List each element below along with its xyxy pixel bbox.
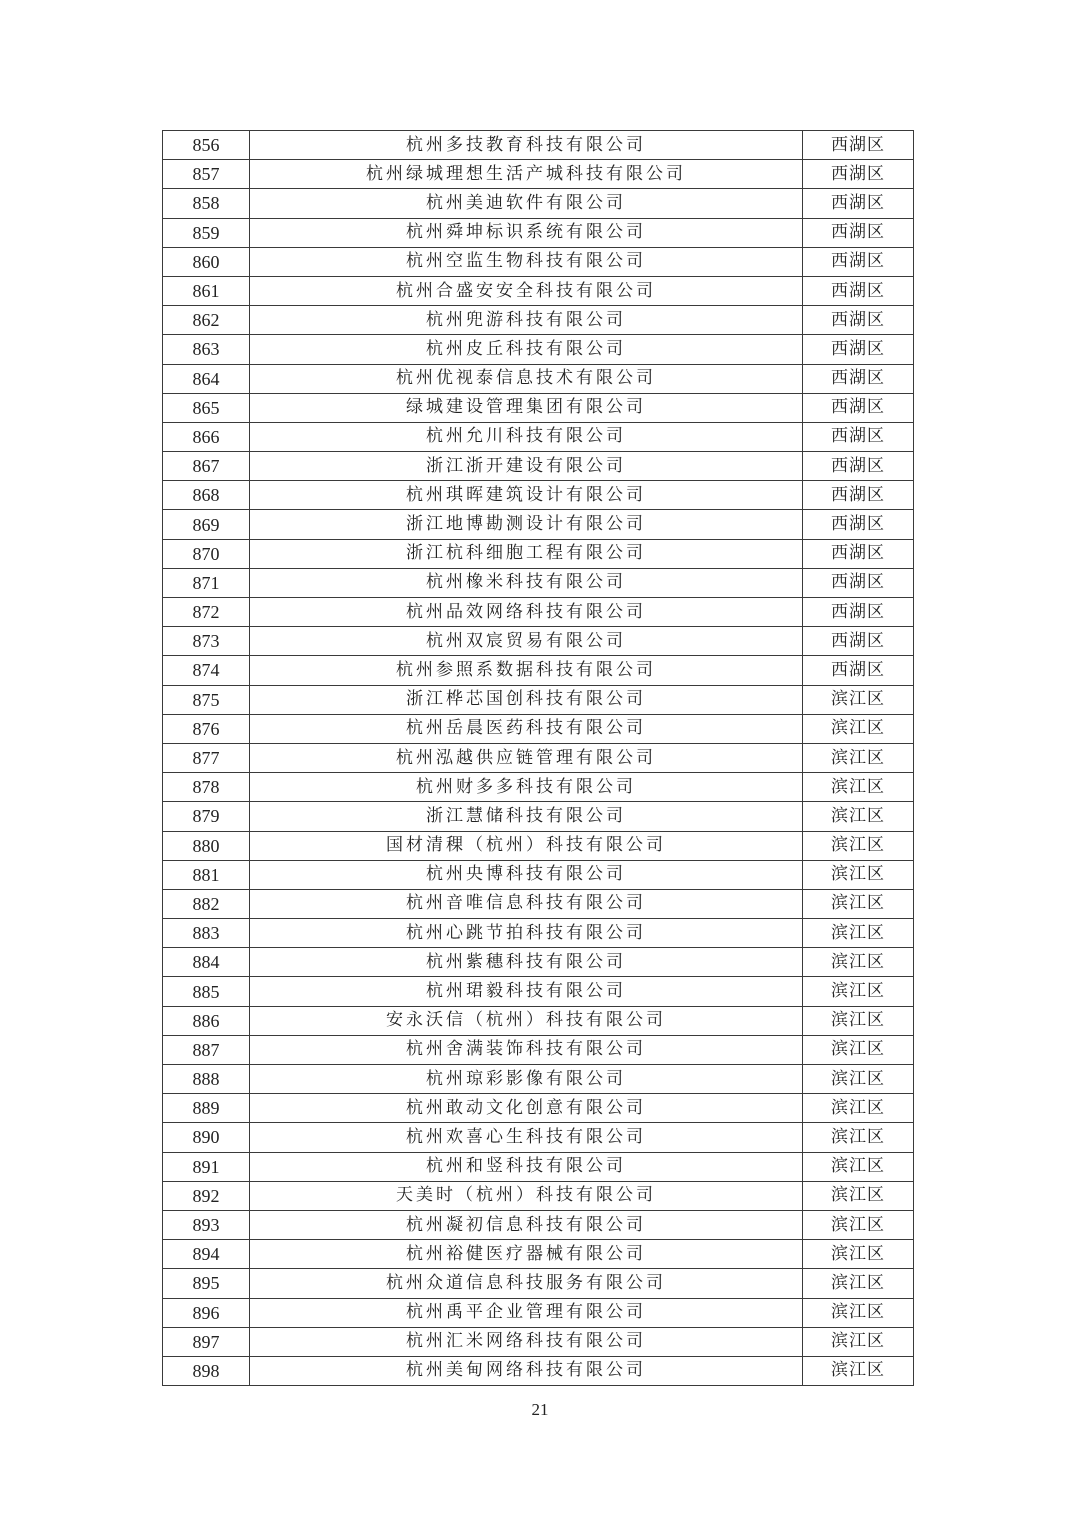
company-name-cell: 杭州橡米科技有限公司 — [250, 568, 803, 597]
row-number-cell: 877 — [163, 743, 250, 772]
company-name-cell: 杭州空监生物科技有限公司 — [250, 247, 803, 276]
row-number-cell: 884 — [163, 948, 250, 977]
district-cell: 滨江区 — [803, 831, 914, 860]
table-row — [163, 627, 914, 656]
table-row — [163, 1327, 914, 1356]
row-number-cell: 860 — [163, 247, 250, 276]
table-row — [163, 539, 914, 568]
table-row — [163, 773, 914, 802]
district-cell: 西湖区 — [803, 218, 914, 247]
company-name-cell: 杭州舍满装饰科技有限公司 — [250, 1035, 803, 1064]
district-cell: 西湖区 — [803, 598, 914, 627]
row-number-cell: 858 — [163, 189, 250, 218]
row-number-cell: 863 — [163, 335, 250, 364]
table-body — [163, 131, 914, 1386]
district-cell: 滨江区 — [803, 714, 914, 743]
company-name-cell: 杭州和竖科技有限公司 — [250, 1152, 803, 1181]
row-number-cell: 873 — [163, 627, 250, 656]
company-name-cell: 杭州音唯信息科技有限公司 — [250, 889, 803, 918]
district-cell: 西湖区 — [803, 422, 914, 451]
company-name-cell: 天美时（杭州）科技有限公司 — [250, 1181, 803, 1210]
table-row — [163, 1181, 914, 1210]
table-row — [163, 364, 914, 393]
row-number-cell: 897 — [163, 1327, 250, 1356]
table-row — [163, 977, 914, 1006]
district-cell: 滨江区 — [803, 919, 914, 948]
table-row — [163, 1123, 914, 1152]
company-name-cell: 安永沃信（杭州）科技有限公司 — [250, 1006, 803, 1035]
row-number-cell: 895 — [163, 1269, 250, 1298]
company-name-cell: 杭州多技教育科技有限公司 — [250, 131, 803, 160]
company-name-cell: 杭州汇米网络科技有限公司 — [250, 1327, 803, 1356]
table-row — [163, 393, 914, 422]
company-name-cell: 杭州品效网络科技有限公司 — [250, 598, 803, 627]
district-cell: 西湖区 — [803, 510, 914, 539]
table-row — [163, 598, 914, 627]
row-number-cell: 868 — [163, 481, 250, 510]
district-cell: 西湖区 — [803, 539, 914, 568]
row-number-cell: 875 — [163, 685, 250, 714]
district-cell: 西湖区 — [803, 247, 914, 276]
table-row — [163, 1240, 914, 1269]
row-number-cell: 866 — [163, 422, 250, 451]
table-row — [163, 1269, 914, 1298]
table-row — [163, 919, 914, 948]
district-cell: 滨江区 — [803, 1210, 914, 1239]
row-number-cell: 859 — [163, 218, 250, 247]
row-number-cell: 888 — [163, 1065, 250, 1094]
row-number-cell: 898 — [163, 1356, 250, 1385]
row-number-cell: 880 — [163, 831, 250, 860]
district-cell: 滨江区 — [803, 977, 914, 1006]
company-name-cell: 杭州欢喜心生科技有限公司 — [250, 1123, 803, 1152]
row-number-cell: 881 — [163, 860, 250, 889]
row-number-cell: 878 — [163, 773, 250, 802]
row-number-cell: 874 — [163, 656, 250, 685]
district-cell: 西湖区 — [803, 568, 914, 597]
table-row — [163, 1006, 914, 1035]
table-row — [163, 656, 914, 685]
company-name-cell: 浙江地博勘测设计有限公司 — [250, 510, 803, 539]
row-number-cell: 871 — [163, 568, 250, 597]
row-number-cell: 861 — [163, 276, 250, 305]
table-row — [163, 743, 914, 772]
district-cell: 滨江区 — [803, 1269, 914, 1298]
company-name-cell: 浙江桦芯国创科技有限公司 — [250, 685, 803, 714]
district-cell: 滨江区 — [803, 1298, 914, 1327]
district-cell: 滨江区 — [803, 1065, 914, 1094]
row-number-cell: 883 — [163, 919, 250, 948]
company-name-cell: 杭州财多多科技有限公司 — [250, 773, 803, 802]
row-number-cell: 893 — [163, 1210, 250, 1239]
district-cell: 滨江区 — [803, 1181, 914, 1210]
district-cell: 滨江区 — [803, 948, 914, 977]
district-cell: 西湖区 — [803, 393, 914, 422]
row-number-cell: 885 — [163, 977, 250, 1006]
row-number-cell: 867 — [163, 452, 250, 481]
district-cell: 滨江区 — [803, 1123, 914, 1152]
company-name-cell: 杭州珺毅科技有限公司 — [250, 977, 803, 1006]
table-row — [163, 218, 914, 247]
district-cell: 滨江区 — [803, 802, 914, 831]
district-cell: 滨江区 — [803, 1356, 914, 1385]
district-cell: 西湖区 — [803, 481, 914, 510]
row-number-cell: 887 — [163, 1035, 250, 1064]
company-name-cell: 杭州合盛安安全科技有限公司 — [250, 276, 803, 305]
district-cell: 西湖区 — [803, 364, 914, 393]
district-cell: 西湖区 — [803, 189, 914, 218]
table-row — [163, 568, 914, 597]
district-cell: 西湖区 — [803, 335, 914, 364]
table-row — [163, 860, 914, 889]
district-cell: 滨江区 — [803, 773, 914, 802]
row-number-cell: 872 — [163, 598, 250, 627]
company-name-cell: 杭州裕健医疗器械有限公司 — [250, 1240, 803, 1269]
table-row — [163, 452, 914, 481]
table-row — [163, 481, 914, 510]
table-row — [163, 1152, 914, 1181]
company-name-cell: 杭州参照系数据科技有限公司 — [250, 656, 803, 685]
row-number-cell: 865 — [163, 393, 250, 422]
table-row — [163, 714, 914, 743]
company-name-cell: 杭州绿城理想生活产城科技有限公司 — [250, 160, 803, 189]
district-cell: 滨江区 — [803, 1152, 914, 1181]
company-name-cell: 杭州皮丘科技有限公司 — [250, 335, 803, 364]
district-cell: 西湖区 — [803, 160, 914, 189]
row-number-cell: 862 — [163, 306, 250, 335]
company-name-cell: 杭州心跳节拍科技有限公司 — [250, 919, 803, 948]
row-number-cell: 891 — [163, 1152, 250, 1181]
company-name-cell: 浙江慧储科技有限公司 — [250, 802, 803, 831]
district-cell: 滨江区 — [803, 1035, 914, 1064]
table-row — [163, 1210, 914, 1239]
company-name-cell: 杭州美甸网络科技有限公司 — [250, 1356, 803, 1385]
district-cell: 滨江区 — [803, 860, 914, 889]
company-name-cell: 杭州禹平企业管理有限公司 — [250, 1298, 803, 1327]
table-row — [163, 247, 914, 276]
row-number-cell: 864 — [163, 364, 250, 393]
table-row — [163, 1356, 914, 1385]
row-number-cell: 876 — [163, 714, 250, 743]
table-row — [163, 189, 914, 218]
row-number-cell: 882 — [163, 889, 250, 918]
company-name-cell: 杭州美迪软件有限公司 — [250, 189, 803, 218]
company-name-cell: 杭州琪晖建筑设计有限公司 — [250, 481, 803, 510]
company-name-cell: 浙江浙开建设有限公司 — [250, 452, 803, 481]
company-name-cell: 杭州岳晨医药科技有限公司 — [250, 714, 803, 743]
company-name-cell: 杭州优视泰信息技术有限公司 — [250, 364, 803, 393]
company-name-cell: 浙江杭科细胞工程有限公司 — [250, 539, 803, 568]
company-list-table — [162, 130, 914, 1386]
company-name-cell: 杭州央博科技有限公司 — [250, 860, 803, 889]
table-row — [163, 160, 914, 189]
row-number-cell: 879 — [163, 802, 250, 831]
table-row — [163, 831, 914, 860]
company-name-cell: 国材清稞（杭州）科技有限公司 — [250, 831, 803, 860]
company-name-cell: 杭州琼彩影像有限公司 — [250, 1065, 803, 1094]
table-row — [163, 802, 914, 831]
district-cell: 滨江区 — [803, 1240, 914, 1269]
row-number-cell: 869 — [163, 510, 250, 539]
company-name-cell: 杭州舜坤标识系统有限公司 — [250, 218, 803, 247]
table-row — [163, 685, 914, 714]
table-row — [163, 276, 914, 305]
district-cell: 滨江区 — [803, 743, 914, 772]
district-cell: 西湖区 — [803, 276, 914, 305]
table-row — [163, 889, 914, 918]
company-name-cell: 杭州敢动文化创意有限公司 — [250, 1094, 803, 1123]
company-name-cell: 杭州允川科技有限公司 — [250, 422, 803, 451]
district-cell: 西湖区 — [803, 656, 914, 685]
row-number-cell: 857 — [163, 160, 250, 189]
page-number: 21 — [531, 1400, 549, 1419]
row-number-cell: 896 — [163, 1298, 250, 1327]
row-number-cell: 889 — [163, 1094, 250, 1123]
table-row — [163, 306, 914, 335]
company-name-cell: 杭州众道信息科技服务有限公司 — [250, 1269, 803, 1298]
company-name-cell: 杭州泓越供应链管理有限公司 — [250, 743, 803, 772]
district-cell: 西湖区 — [803, 452, 914, 481]
row-number-cell: 890 — [163, 1123, 250, 1152]
district-cell: 滨江区 — [803, 1006, 914, 1035]
table-row — [163, 335, 914, 364]
row-number-cell: 886 — [163, 1006, 250, 1035]
row-number-cell: 856 — [163, 131, 250, 160]
district-cell: 滨江区 — [803, 1327, 914, 1356]
district-cell: 滨江区 — [803, 1094, 914, 1123]
district-cell: 滨江区 — [803, 889, 914, 918]
row-number-cell: 894 — [163, 1240, 250, 1269]
table-row — [163, 422, 914, 451]
table-row — [163, 948, 914, 977]
table-row — [163, 1094, 914, 1123]
table-row — [163, 131, 914, 160]
table-row — [163, 1065, 914, 1094]
company-name-cell: 杭州紫穗科技有限公司 — [250, 948, 803, 977]
company-name-cell: 杭州凝初信息科技有限公司 — [250, 1210, 803, 1239]
row-number-cell: 870 — [163, 539, 250, 568]
company-name-cell: 绿城建设管理集团有限公司 — [250, 393, 803, 422]
company-name-cell: 杭州双宸贸易有限公司 — [250, 627, 803, 656]
table-row — [163, 1035, 914, 1064]
table-row — [163, 1298, 914, 1327]
company-name-cell: 杭州兜游科技有限公司 — [250, 306, 803, 335]
row-number-cell: 892 — [163, 1181, 250, 1210]
district-cell: 西湖区 — [803, 131, 914, 160]
district-cell: 西湖区 — [803, 627, 914, 656]
district-cell: 滨江区 — [803, 685, 914, 714]
district-cell: 西湖区 — [803, 306, 914, 335]
table-row — [163, 510, 914, 539]
